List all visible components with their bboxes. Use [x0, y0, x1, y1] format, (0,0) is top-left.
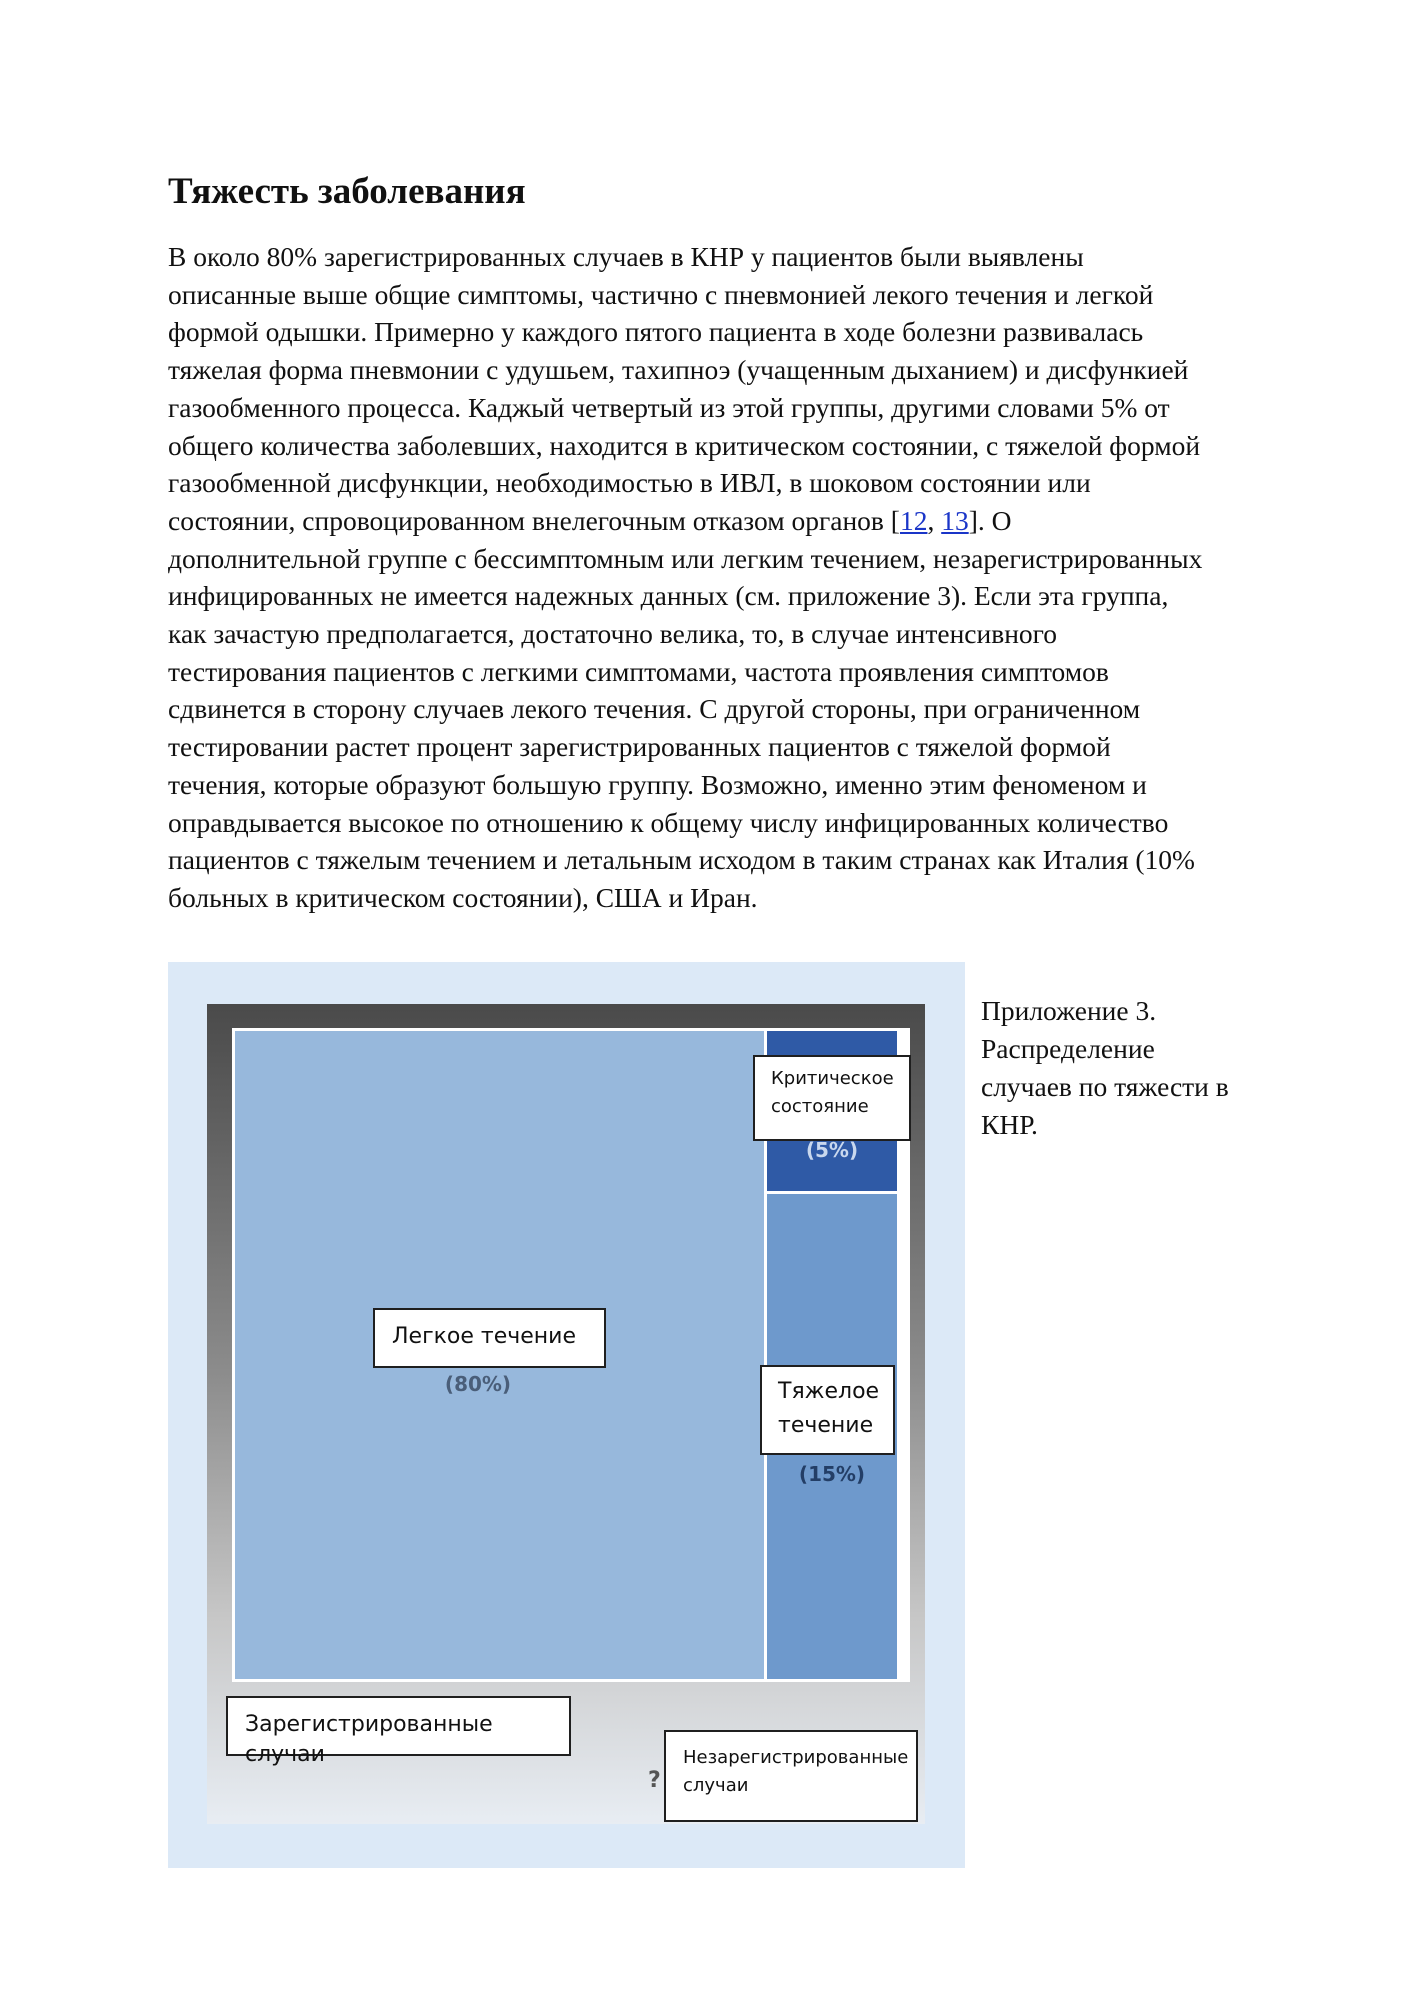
section-heading: Тяжесть заболевания: [168, 171, 526, 212]
paragraph-line: инфицированных не имеется надежных данных (см. приложение 3). Если эта группа,: [168, 580, 1169, 612]
mild-label-box: [373, 1308, 606, 1368]
paragraph-line: описанные выше общие симптомы, частично с пневмонией лекого течения и легкой: [168, 278, 1154, 310]
paragraph-line: больных в критическом состоянии), США и Иран.: [168, 881, 758, 913]
paragraph-line: газообменной дисфункции, необходимостью в ИВЛ, в шоковом состоянии или: [168, 467, 1091, 499]
reference-link-12[interactable]: 12: [899, 504, 928, 536]
registered-label: Зарегистрированные случаи: [245, 1712, 493, 1767]
paragraph-line: дополнительной группе с бессимптомным или легким течением, незарегистрированных: [168, 542, 1203, 574]
unregistered-label-line1: Незарегистрированные: [683, 1747, 909, 1768]
question-mark-icon: ?: [648, 1768, 661, 1793]
paragraph-line: газообменного процесса. Каджый четвертый из этой группы, другими словами 5% от: [168, 391, 1170, 423]
unregistered-label-box: [664, 1730, 918, 1822]
paragraph-line: оправдывается высокое по отношению к общему числу инфицированных количество: [168, 806, 1169, 838]
body-paragraph: [168, 238, 1268, 917]
paragraph-line: сдвинется в сторону случаев лекого течения. С другой стороны, при ограниченном: [168, 693, 1141, 725]
paragraph-line: формой одышки. Примерно у каждого пятого пациента в ходе болезни развивалась: [168, 316, 1144, 348]
paragraph-line: В около 80% зарегистрированных случаев в КНР у пациентов были выявлены: [168, 241, 1084, 272]
critical-label-line2: состояние: [771, 1096, 869, 1117]
paragraph-line: тяжелая форма пневмонии с удушьем, тахипноэ (учащенным дыханием) и дисфункией: [168, 354, 1189, 386]
severe-label-box: [760, 1365, 895, 1455]
caption-line: Приложение 3.: [981, 995, 1157, 1026]
critical-label-box: [753, 1055, 911, 1141]
registered-label-box: [226, 1696, 571, 1767]
paragraph-line: тестирования пациентов с легкими симптомами, частота проявления симптомов: [168, 655, 1109, 687]
unregistered-label-line2: случаи: [683, 1775, 749, 1796]
severe-label-line2: течение: [778, 1413, 874, 1438]
paragraph-line-with-refs: [168, 502, 1268, 540]
mild-label: Легкое течение: [392, 1324, 577, 1349]
ref-separator: ,: [927, 504, 942, 536]
mild-percent: (80%): [444, 1372, 512, 1396]
severe-percent: (15%): [798, 1462, 866, 1486]
caption-line: Распределение: [981, 1033, 1155, 1064]
paragraph-line: пациентов с тяжелым течением и летальным исходом в таким странах как Италия (10%: [168, 844, 1195, 876]
paragraph-line: тестировании растет процент зарегистрированных пациентов с тяжелой формой: [168, 731, 1111, 763]
critical-label-line1: Критическое: [771, 1068, 894, 1089]
critical-percent: (5%): [805, 1138, 859, 1162]
severity-distribution-figure: [168, 962, 965, 1868]
paragraph-line: общего количества заболевших, находится в критическом состоянии, с тяжелой формой: [168, 429, 1201, 461]
ref-line-end: ]. О: [968, 504, 1012, 536]
caption-line: случаев по тяжести в: [981, 1071, 1229, 1102]
severe-label-line1: Тяжелое: [778, 1379, 880, 1404]
ref-line-start: состоянии, спровоцированном внелегочным отказом органов [: [168, 504, 900, 536]
caption-line: КНР.: [981, 1109, 1038, 1140]
paragraph-line: течения, которые образуют большую группу. Возможно, именно этим феноменом и: [168, 768, 1147, 800]
reference-link-13[interactable]: 13: [941, 504, 969, 536]
figure-caption: [981, 992, 1251, 1144]
paragraph-line: как зачастую предполагается, достаточно велика, то, в случае интенсивного: [168, 618, 1058, 650]
